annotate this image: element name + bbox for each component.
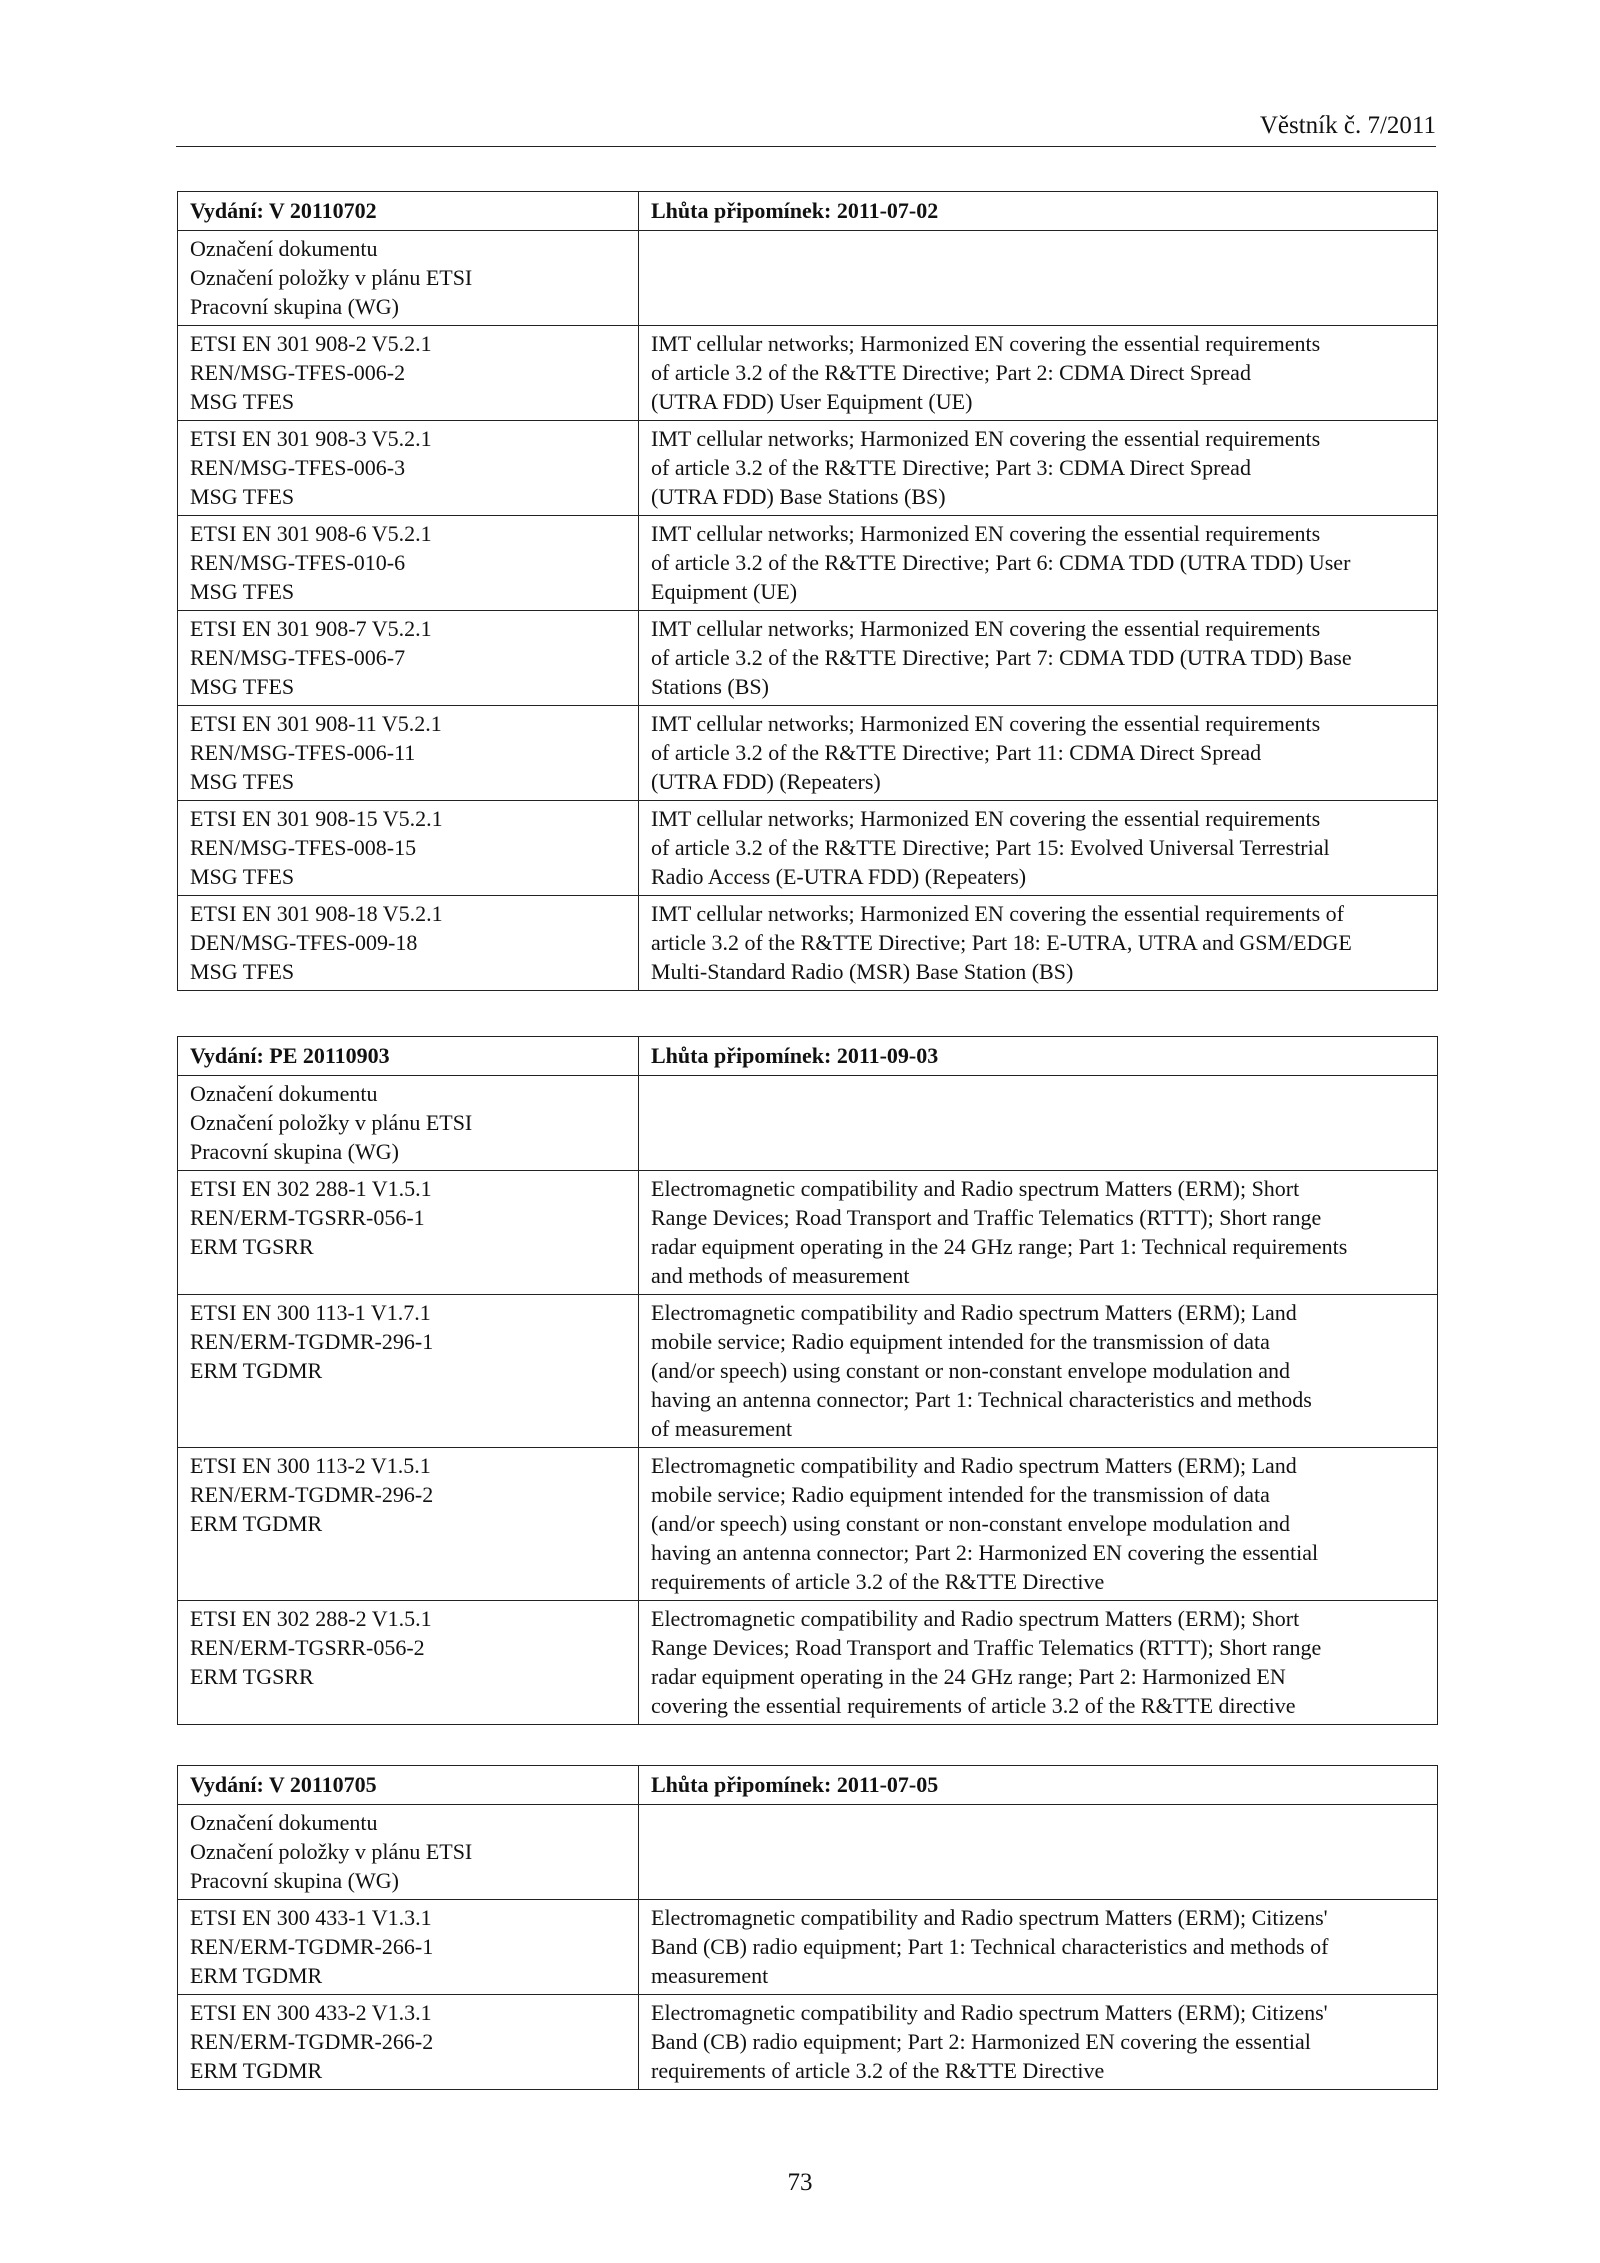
document-id-line: ETSI EN 301 908-7 V5.2.1 (190, 616, 432, 641)
column-label: Označení položky v plánu ETSI (190, 265, 473, 290)
document-id-cell (178, 326, 639, 421)
table-row (178, 1995, 1438, 2090)
document-id-line: MSG TFES (190, 674, 295, 699)
document-title-cell (639, 326, 1438, 421)
table-row (178, 421, 1438, 516)
table-row (178, 1601, 1438, 1725)
table-row (178, 516, 1438, 611)
document-title-line: (and/or speech) using constant or non-constant envelope modulation and (651, 1511, 1291, 1536)
empty-cell (639, 231, 1438, 326)
document-title-cell (639, 896, 1438, 991)
document-id-cell (178, 516, 639, 611)
document-title-line: Stations (BS) (651, 674, 769, 699)
document-title-line: Electromagnetic compatibility and Radio spectrum Matters (ERM); Land (651, 1300, 1297, 1325)
document-title-line: Electromagnetic compatibility and Radio spectrum Matters (ERM); Citizens' (651, 2000, 1328, 2025)
table-row (178, 1900, 1438, 1995)
document-id-cell (178, 801, 639, 896)
table-row (178, 801, 1438, 896)
document-id-line: ERM TGDMR (190, 1963, 323, 1988)
document-title-line: of article 3.2 of the R&TTE Directive; Part 2: CDMA Direct Spread (651, 360, 1251, 385)
table-row (178, 1295, 1438, 1448)
table-row (178, 896, 1438, 991)
document-id-line: ETSI EN 301 908-15 V5.2.1 (190, 806, 443, 831)
document-id-line: MSG TFES (190, 484, 295, 509)
document-title-line: Electromagnetic compatibility and Radio spectrum Matters (ERM); Land (651, 1453, 1297, 1478)
column-label: Pracovní skupina (WG) (190, 1868, 399, 1893)
document-id-cell (178, 1171, 639, 1295)
column-label: Označení položky v plánu ETSI (190, 1110, 473, 1135)
document-title-line: mobile service; Radio equipment intended for the transmission of data (651, 1329, 1270, 1354)
document-title-cell (639, 801, 1438, 896)
page-number: 73 (787, 2169, 813, 2196)
document-id-cell (178, 1448, 639, 1601)
document-id-line: REN/ERM-TGSRR-056-1 (190, 1205, 425, 1230)
document-id-cell (178, 896, 639, 991)
document-id-line: MSG TFES (190, 864, 295, 889)
document-id-line: ETSI EN 301 908-2 V5.2.1 (190, 331, 432, 356)
journal-issue-title: Věstník č. 7/2011 (1259, 112, 1436, 139)
document-id-cell (178, 1900, 639, 1995)
document-id-line: ETSI EN 300 433-2 V1.3.1 (190, 2000, 432, 2025)
document-title-line: of article 3.2 of the R&TTE Directive; Part 6: CDMA TDD (UTRA TDD) User (651, 550, 1351, 575)
column-labels-cell (178, 1805, 639, 1900)
document-title-line: having an antenna connector; Part 1: Technical characteristics and methods (651, 1387, 1312, 1412)
document-id-cell (178, 706, 639, 801)
document-title-line: (and/or speech) using constant or non-constant envelope modulation and (651, 1358, 1291, 1383)
column-labels-row (178, 231, 1438, 326)
document-title-line: Band (CB) radio equipment; Part 2: Harmonized EN covering the essential (651, 2029, 1311, 2054)
document-title-line: (UTRA FDD) Base Stations (BS) (651, 484, 946, 509)
document-title-cell (639, 1295, 1438, 1448)
document-id-cell (178, 421, 639, 516)
document-title-line: Electromagnetic compatibility and Radio spectrum Matters (ERM); Short (651, 1606, 1300, 1631)
document-id-line: ERM TGDMR (190, 2058, 323, 2083)
document-title-line: IMT cellular networks; Harmonized EN covering the essential requirements (651, 426, 1321, 451)
document-title-cell (639, 706, 1438, 801)
document-id-line: ETSI EN 300 113-2 V1.5.1 (190, 1453, 431, 1478)
column-labels-row (178, 1805, 1438, 1900)
document-id-line: REN/MSG-TFES-006-2 (190, 360, 406, 385)
column-label: Pracovní skupina (WG) (190, 1139, 399, 1164)
edition-label: Vydání: V 20110705 (178, 1766, 639, 1805)
document-id-line: DEN/MSG-TFES-009-18 (190, 930, 418, 955)
document-title-line: IMT cellular networks; Harmonized EN covering the essential requirements (651, 521, 1321, 546)
column-labels-cell (178, 231, 639, 326)
document-id-line: MSG TFES (190, 959, 295, 984)
table-header-row (178, 1037, 1438, 1076)
document-id-line: MSG TFES (190, 389, 295, 414)
document-id-line: REN/ERM-TGDMR-266-1 (190, 1934, 434, 1959)
column-label: Označení dokumentu (190, 1081, 378, 1106)
document-title-line: IMT cellular networks; Harmonized EN covering the essential requirements (651, 616, 1321, 641)
document-title-line: IMT cellular networks; Harmonized EN covering the essential requirements (651, 711, 1321, 736)
comment-deadline-label: Lhůta připomínek: 2011-09-03 (639, 1037, 1438, 1076)
document-title-cell (639, 1900, 1438, 1995)
document-id-line: ERM TGDMR (190, 1511, 323, 1536)
document-title-line: (UTRA FDD) User Equipment (UE) (651, 389, 973, 414)
document-title-line: article 3.2 of the R&TTE Directive; Part 18: E-UTRA, UTRA and GSM/EDGE (651, 930, 1352, 955)
document-id-line: REN/MSG-TFES-008-15 (190, 835, 417, 860)
table-row (178, 1171, 1438, 1295)
document-title-line: Electromagnetic compatibility and Radio spectrum Matters (ERM); Short (651, 1176, 1300, 1201)
edition-label: Vydání: PE 20110903 (178, 1037, 639, 1076)
document-title-line: Radio Access (E-UTRA FDD) (Repeaters) (651, 864, 1027, 889)
column-label: Označení dokumentu (190, 236, 378, 261)
document-id-cell (178, 1295, 639, 1448)
document-id-line: MSG TFES (190, 579, 295, 604)
edition-label: Vydání: V 20110702 (178, 192, 639, 231)
document-title-line: requirements of article 3.2 of the R&TTE Directive (651, 1569, 1105, 1594)
standards-table (177, 1765, 1438, 2090)
document-id-line: ETSI EN 300 433-1 V1.3.1 (190, 1905, 432, 1930)
document-title-line: Equipment (UE) (651, 579, 798, 604)
document-title-cell (639, 516, 1438, 611)
document-title-line: (UTRA FDD) (Repeaters) (651, 769, 881, 794)
document-title-line: Range Devices; Road Transport and Traffic Telematics (RTTT); Short range (651, 1635, 1322, 1660)
document-id-line: MSG TFES (190, 769, 295, 794)
document-title-line: and methods of measurement (651, 1263, 910, 1288)
document-id-line: ETSI EN 301 908-18 V5.2.1 (190, 901, 443, 926)
document-title-line: Band (CB) radio equipment; Part 1: Technical characteristics and methods of (651, 1934, 1329, 1959)
page-header (176, 112, 1436, 147)
document-title-line: of article 3.2 of the R&TTE Directive; Part 11: CDMA Direct Spread (651, 740, 1262, 765)
document-title-line: mobile service; Radio equipment intended for the transmission of data (651, 1482, 1270, 1507)
document-id-line: ETSI EN 301 908-3 V5.2.1 (190, 426, 432, 451)
table-row (178, 1448, 1438, 1601)
document-id-line: REN/ERM-TGDMR-296-1 (190, 1329, 434, 1354)
table-row (178, 611, 1438, 706)
document-title-cell (639, 1448, 1438, 1601)
document-id-line: REN/ERM-TGDMR-296-2 (190, 1482, 434, 1507)
document-title-line: radar equipment operating in the 24 GHz range; Part 1: Technical requirements (651, 1234, 1348, 1259)
table-row (178, 706, 1438, 801)
document-id-line: ETSI EN 302 288-1 V1.5.1 (190, 1176, 432, 1201)
column-label: Pracovní skupina (WG) (190, 294, 399, 319)
document-title-line: Range Devices; Road Transport and Traffic Telematics (RTTT); Short range (651, 1205, 1322, 1230)
document-title-line: IMT cellular networks; Harmonized EN covering the essential requirements of (651, 901, 1344, 926)
column-label: Označení položky v plánu ETSI (190, 1839, 473, 1864)
document-title-line: of article 3.2 of the R&TTE Directive; Part 15: Evolved Universal Terrestrial (651, 835, 1330, 860)
document-title-line: covering the essential requirements of article 3.2 of the R&TTE directive (651, 1693, 1296, 1718)
comment-deadline-label: Lhůta připomínek: 2011-07-05 (639, 1766, 1438, 1805)
document-title-line: of measurement (651, 1416, 793, 1441)
document-id-line: REN/MSG-TFES-006-3 (190, 455, 406, 480)
table-header-row (178, 192, 1438, 231)
document-title-line: IMT cellular networks; Harmonized EN covering the essential requirements (651, 331, 1321, 356)
document-title-line: having an antenna connector; Part 2: Harmonized EN covering the essential (651, 1540, 1319, 1565)
document-id-line: REN/MSG-TFES-010-6 (190, 550, 406, 575)
document-title-line: IMT cellular networks; Harmonized EN covering the essential requirements (651, 806, 1321, 831)
document-id-cell (178, 1601, 639, 1725)
document-title-line: of article 3.2 of the R&TTE Directive; Part 3: CDMA Direct Spread (651, 455, 1251, 480)
document-title-cell (639, 421, 1438, 516)
document-title-line: of article 3.2 of the R&TTE Directive; Part 7: CDMA TDD (UTRA TDD) Base (651, 645, 1352, 670)
document-title-cell (639, 1995, 1438, 2090)
document-id-line: ETSI EN 302 288-2 V1.5.1 (190, 1606, 432, 1631)
document-id-line: REN/MSG-TFES-006-11 (190, 740, 416, 765)
column-labels-row (178, 1076, 1438, 1171)
document-id-cell (178, 1995, 639, 2090)
document-title-cell (639, 1171, 1438, 1295)
column-label: Označení dokumentu (190, 1810, 378, 1835)
document-title-line: radar equipment operating in the 24 GHz range; Part 2: Harmonized EN (651, 1664, 1286, 1689)
document-id-cell (178, 611, 639, 706)
table-row (178, 326, 1438, 421)
comment-deadline-label: Lhůta připomínek: 2011-07-02 (639, 192, 1438, 231)
document-id-line: REN/ERM-TGSRR-056-2 (190, 1635, 425, 1660)
document-title-line: Electromagnetic compatibility and Radio spectrum Matters (ERM); Citizens' (651, 1905, 1328, 1930)
document-title-line: requirements of article 3.2 of the R&TTE Directive (651, 2058, 1105, 2083)
document-id-line: ETSI EN 300 113-1 V1.7.1 (190, 1300, 431, 1325)
empty-cell (639, 1805, 1438, 1900)
document-title-line: Multi-Standard Radio (MSR) Base Station (BS) (651, 959, 1074, 984)
document-id-line: ERM TGSRR (190, 1234, 314, 1259)
standards-table (177, 1036, 1438, 1725)
document-id-line: ETSI EN 301 908-11 V5.2.1 (190, 711, 442, 736)
document-title-cell (639, 1601, 1438, 1725)
document-id-line: ERM TGSRR (190, 1664, 314, 1689)
document-title-cell (639, 611, 1438, 706)
table-header-row (178, 1766, 1438, 1805)
document-id-line: ETSI EN 301 908-6 V5.2.1 (190, 521, 432, 546)
document-id-line: REN/ERM-TGDMR-266-2 (190, 2029, 434, 2054)
document-id-line: REN/MSG-TFES-006-7 (190, 645, 406, 670)
document-title-line: measurement (651, 1963, 769, 1988)
standards-table (177, 191, 1438, 991)
document-id-line: ERM TGDMR (190, 1358, 323, 1383)
column-labels-cell (178, 1076, 639, 1171)
empty-cell (639, 1076, 1438, 1171)
